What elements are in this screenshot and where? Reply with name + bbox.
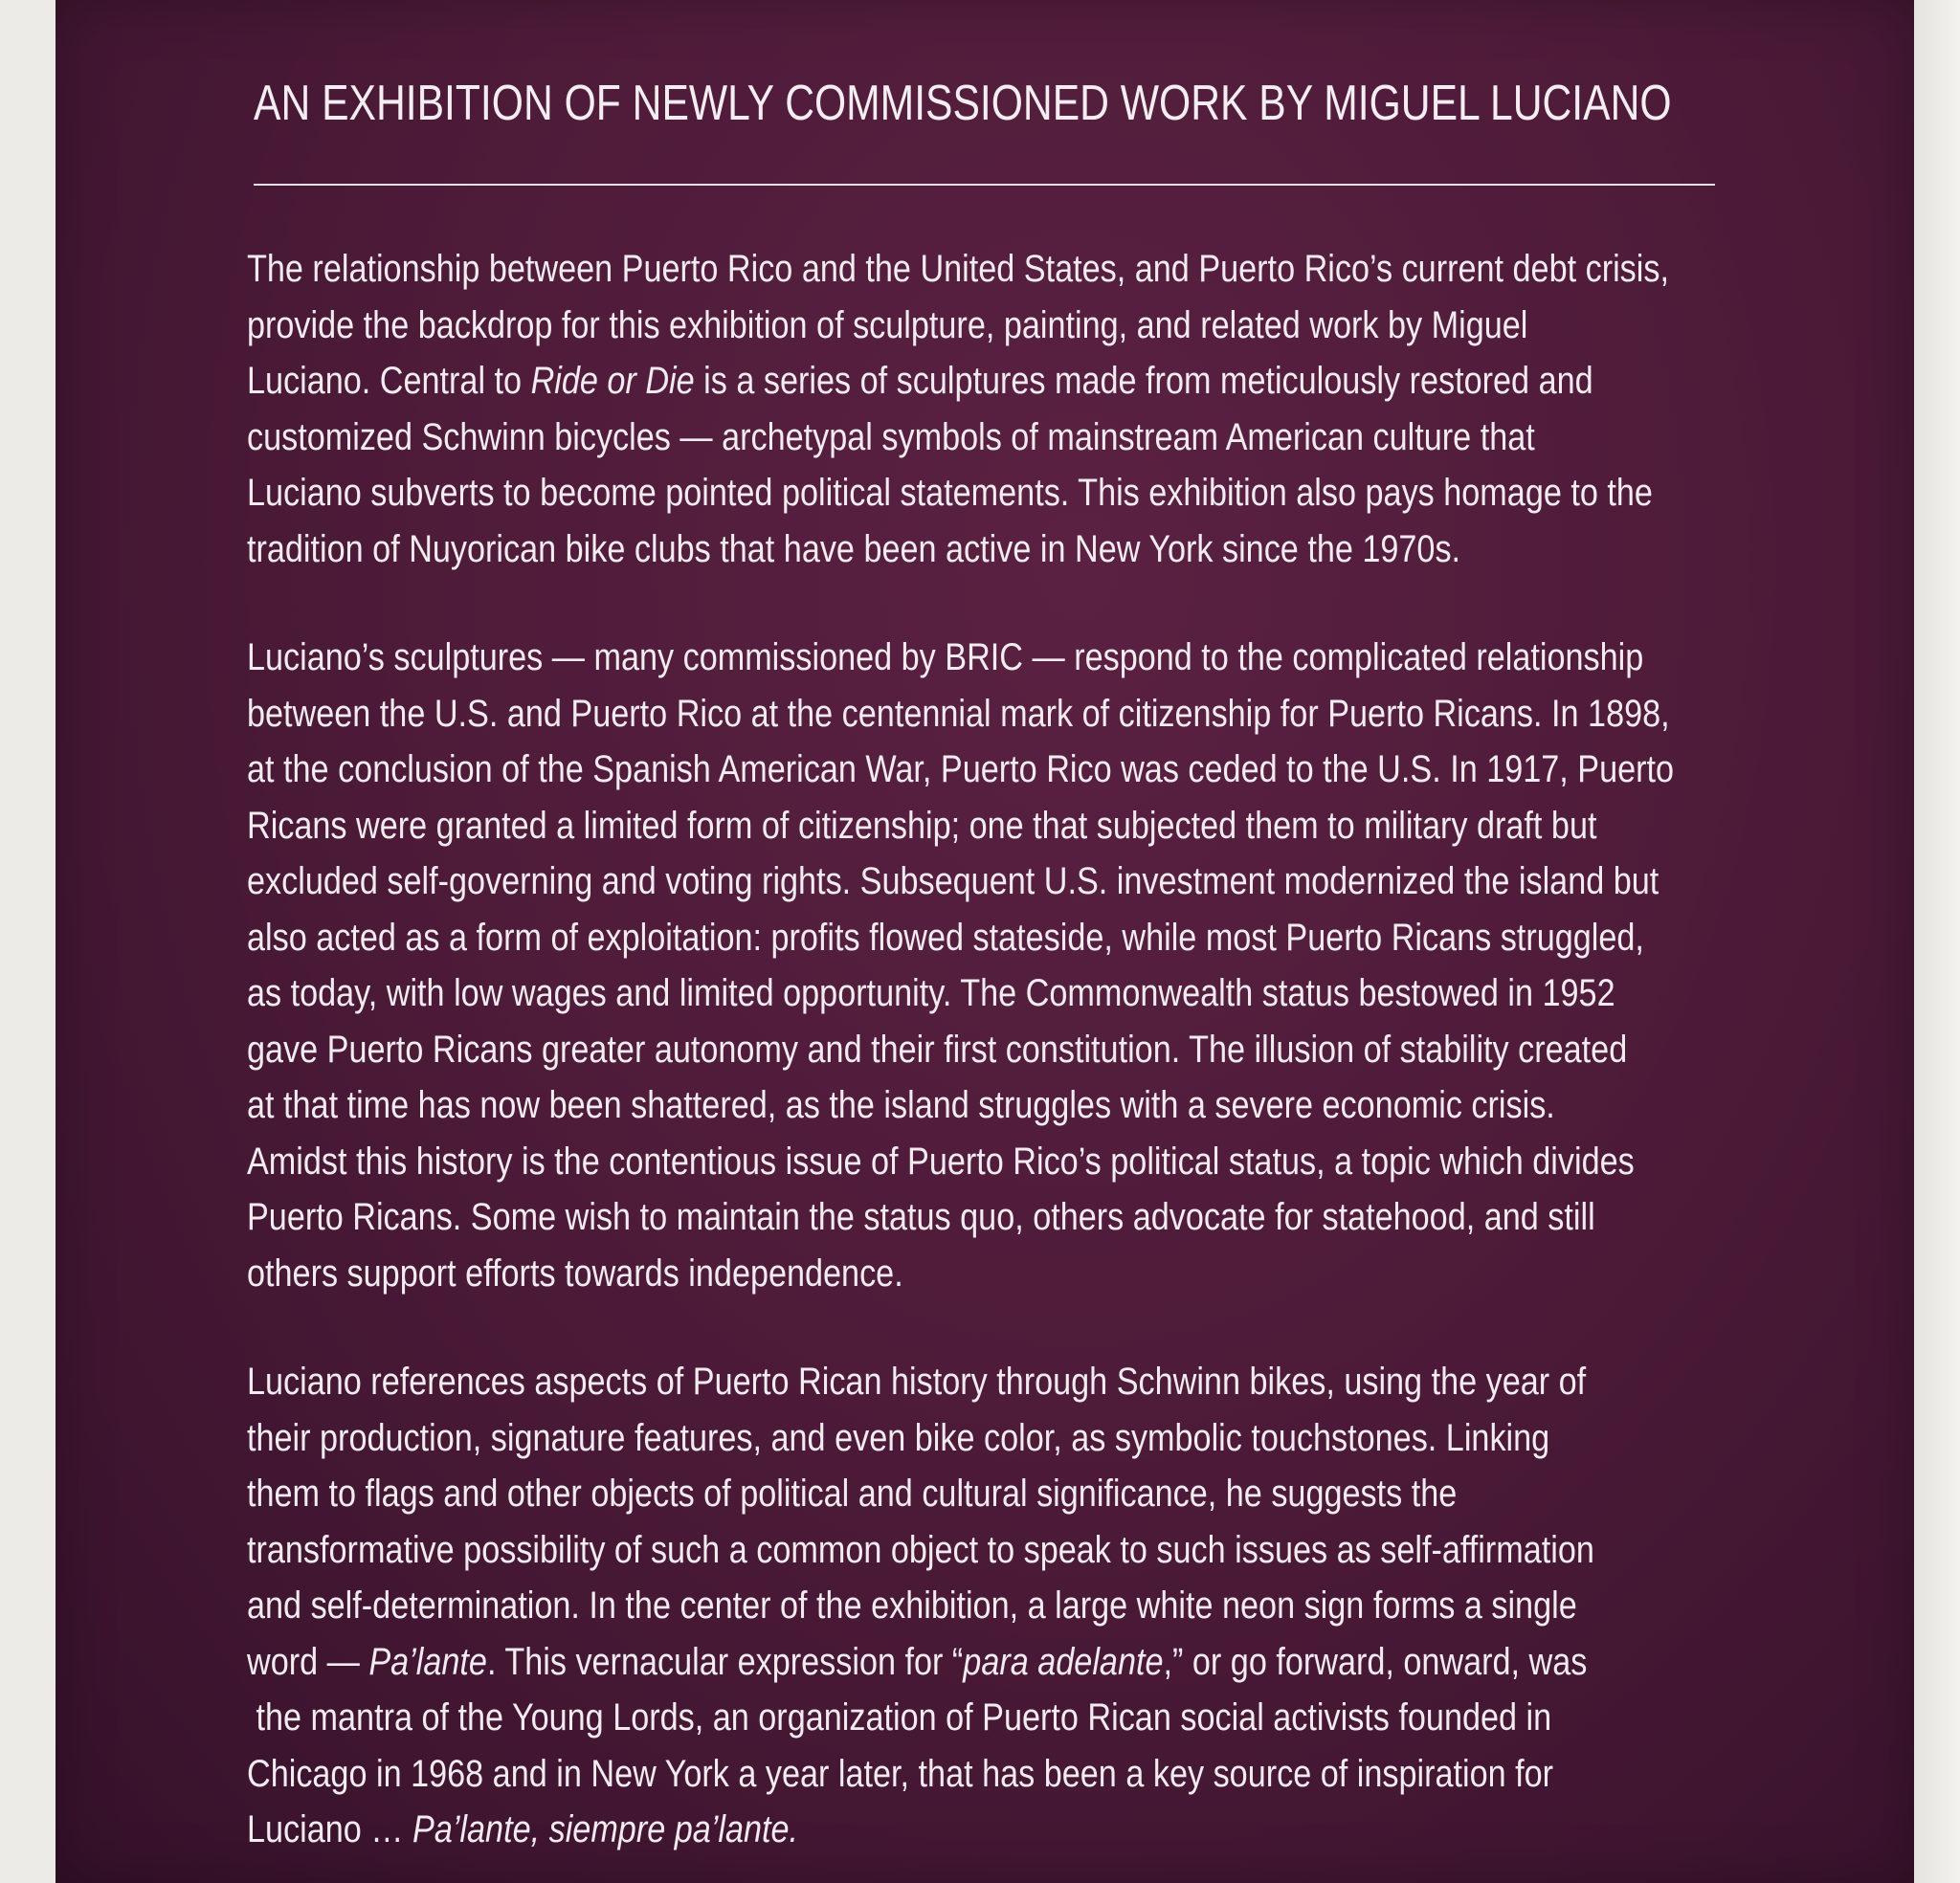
text-run: ,” or go forward, onward, was: [1163, 1640, 1588, 1683]
text-line: them to flags and other objects of political and cultural significance, he suggests the: [247, 1473, 1458, 1515]
text-line: The relationship between Puerto Rico and the United States, and Puerto Rico’s current debt crisis,: [247, 248, 1669, 290]
paragraph-palante: [247, 1354, 1594, 1858]
gallery-wall-edge: [1914, 0, 1960, 1883]
text-line: at the conclusion of the Spanish American War, Puerto Rico was ceded to the U.S. In 1917, Puerto: [247, 748, 1675, 790]
exhibition-title: AN EXHIBITION OF NEWLY COMMISSIONED WORK BY MIGUEL LUCIANO: [254, 76, 1672, 131]
text-line: Puerto Ricans. Some wish to maintain the status quo, others advocate for statehood, and still: [247, 1196, 1595, 1238]
text-line: tradition of Nuyorican bike clubs that have been active in New York since the 1970s.: [247, 527, 1461, 570]
text-line: [247, 1634, 1588, 1691]
text-run: Luciano …: [247, 1808, 413, 1850]
para-adelante-italic: para adelante: [963, 1640, 1164, 1683]
palante-italic: Pa’lante: [368, 1640, 487, 1683]
text-line: Luciano references aspects of Puerto Rican history through Schwinn bikes, using the year of: [247, 1361, 1587, 1403]
exhibition-name-italic: Ride or Die: [530, 360, 695, 402]
text-line: and self-determination. In the center of the exhibition, a large white neon sign forms a single: [247, 1584, 1577, 1627]
text-line: gave Puerto Ricans greater autonomy and their first constitution. The illusion of stability created: [247, 1028, 1628, 1071]
text-line: customized Schwinn bicycles — archetypal symbols of mainstream American culture that: [247, 415, 1535, 458]
closing-italic: Pa’lante, siempre pa’lante.: [412, 1808, 799, 1850]
text-run: Luciano. Central to: [247, 360, 531, 402]
text-line: at that time has now been shattered, as the island struggles with a severe economic crisis.: [247, 1084, 1555, 1126]
title-divider: [254, 184, 1715, 186]
text-run: . This vernacular expression for “: [486, 1640, 964, 1683]
text-line: Amidst this history is the contentious issue of Puerto Rico’s political status, a topic which divides: [247, 1140, 1635, 1183]
text-line: provide the backdrop for this exhibition of sculpture, painting, and related work by Miguel: [247, 303, 1528, 346]
text-line: [247, 1802, 1556, 1858]
text-run: is a series of sculptures made from meticulously restored and: [694, 360, 1593, 402]
text-line: Ricans were granted a limited form of citizenship; one that subjected them to military draft but: [247, 804, 1597, 847]
text-line: the mantra of the Young Lords, an organization of Puerto Rican social activists founded in: [247, 1696, 1552, 1739]
paragraph-intro: [247, 241, 1669, 577]
text-line: others support efforts towards independence.: [247, 1252, 903, 1295]
text-line: Luciano subverts to become pointed political statements. This exhibition also pays homage to the: [247, 472, 1653, 514]
text-line: also acted as a form of exploitation: profits flowed stateside, while most Puerto Ricans struggled,: [247, 916, 1644, 959]
paragraph-history: [247, 630, 1675, 1301]
text-line: [247, 353, 1593, 410]
text-line: transformative possibility of such a common object to speak to such issues as self-affirmation: [247, 1528, 1594, 1571]
text-line: between the U.S. and Puerto Rico at the centennial mark of citizenship for Puerto Ricans. In 1898,: [247, 692, 1670, 735]
text-line: Luciano’s sculptures — many commissioned by BRIC — respond to the complicated relationship: [247, 636, 1644, 678]
text-line: Chicago in 1968 and in New York a year later, that has been a key source of inspiration for: [247, 1752, 1554, 1795]
text-run: word —: [247, 1640, 369, 1683]
text-line: excluded self-governing and voting rights. Subsequent U.S. investment modernized the island but: [247, 860, 1659, 902]
text-line: their production, signature features, and even bike color, as symbolic touchstones. Linking: [247, 1416, 1550, 1459]
text-line: as today, with low wages and limited opportunity. The Commonwealth status bestowed in 1952: [247, 972, 1615, 1014]
